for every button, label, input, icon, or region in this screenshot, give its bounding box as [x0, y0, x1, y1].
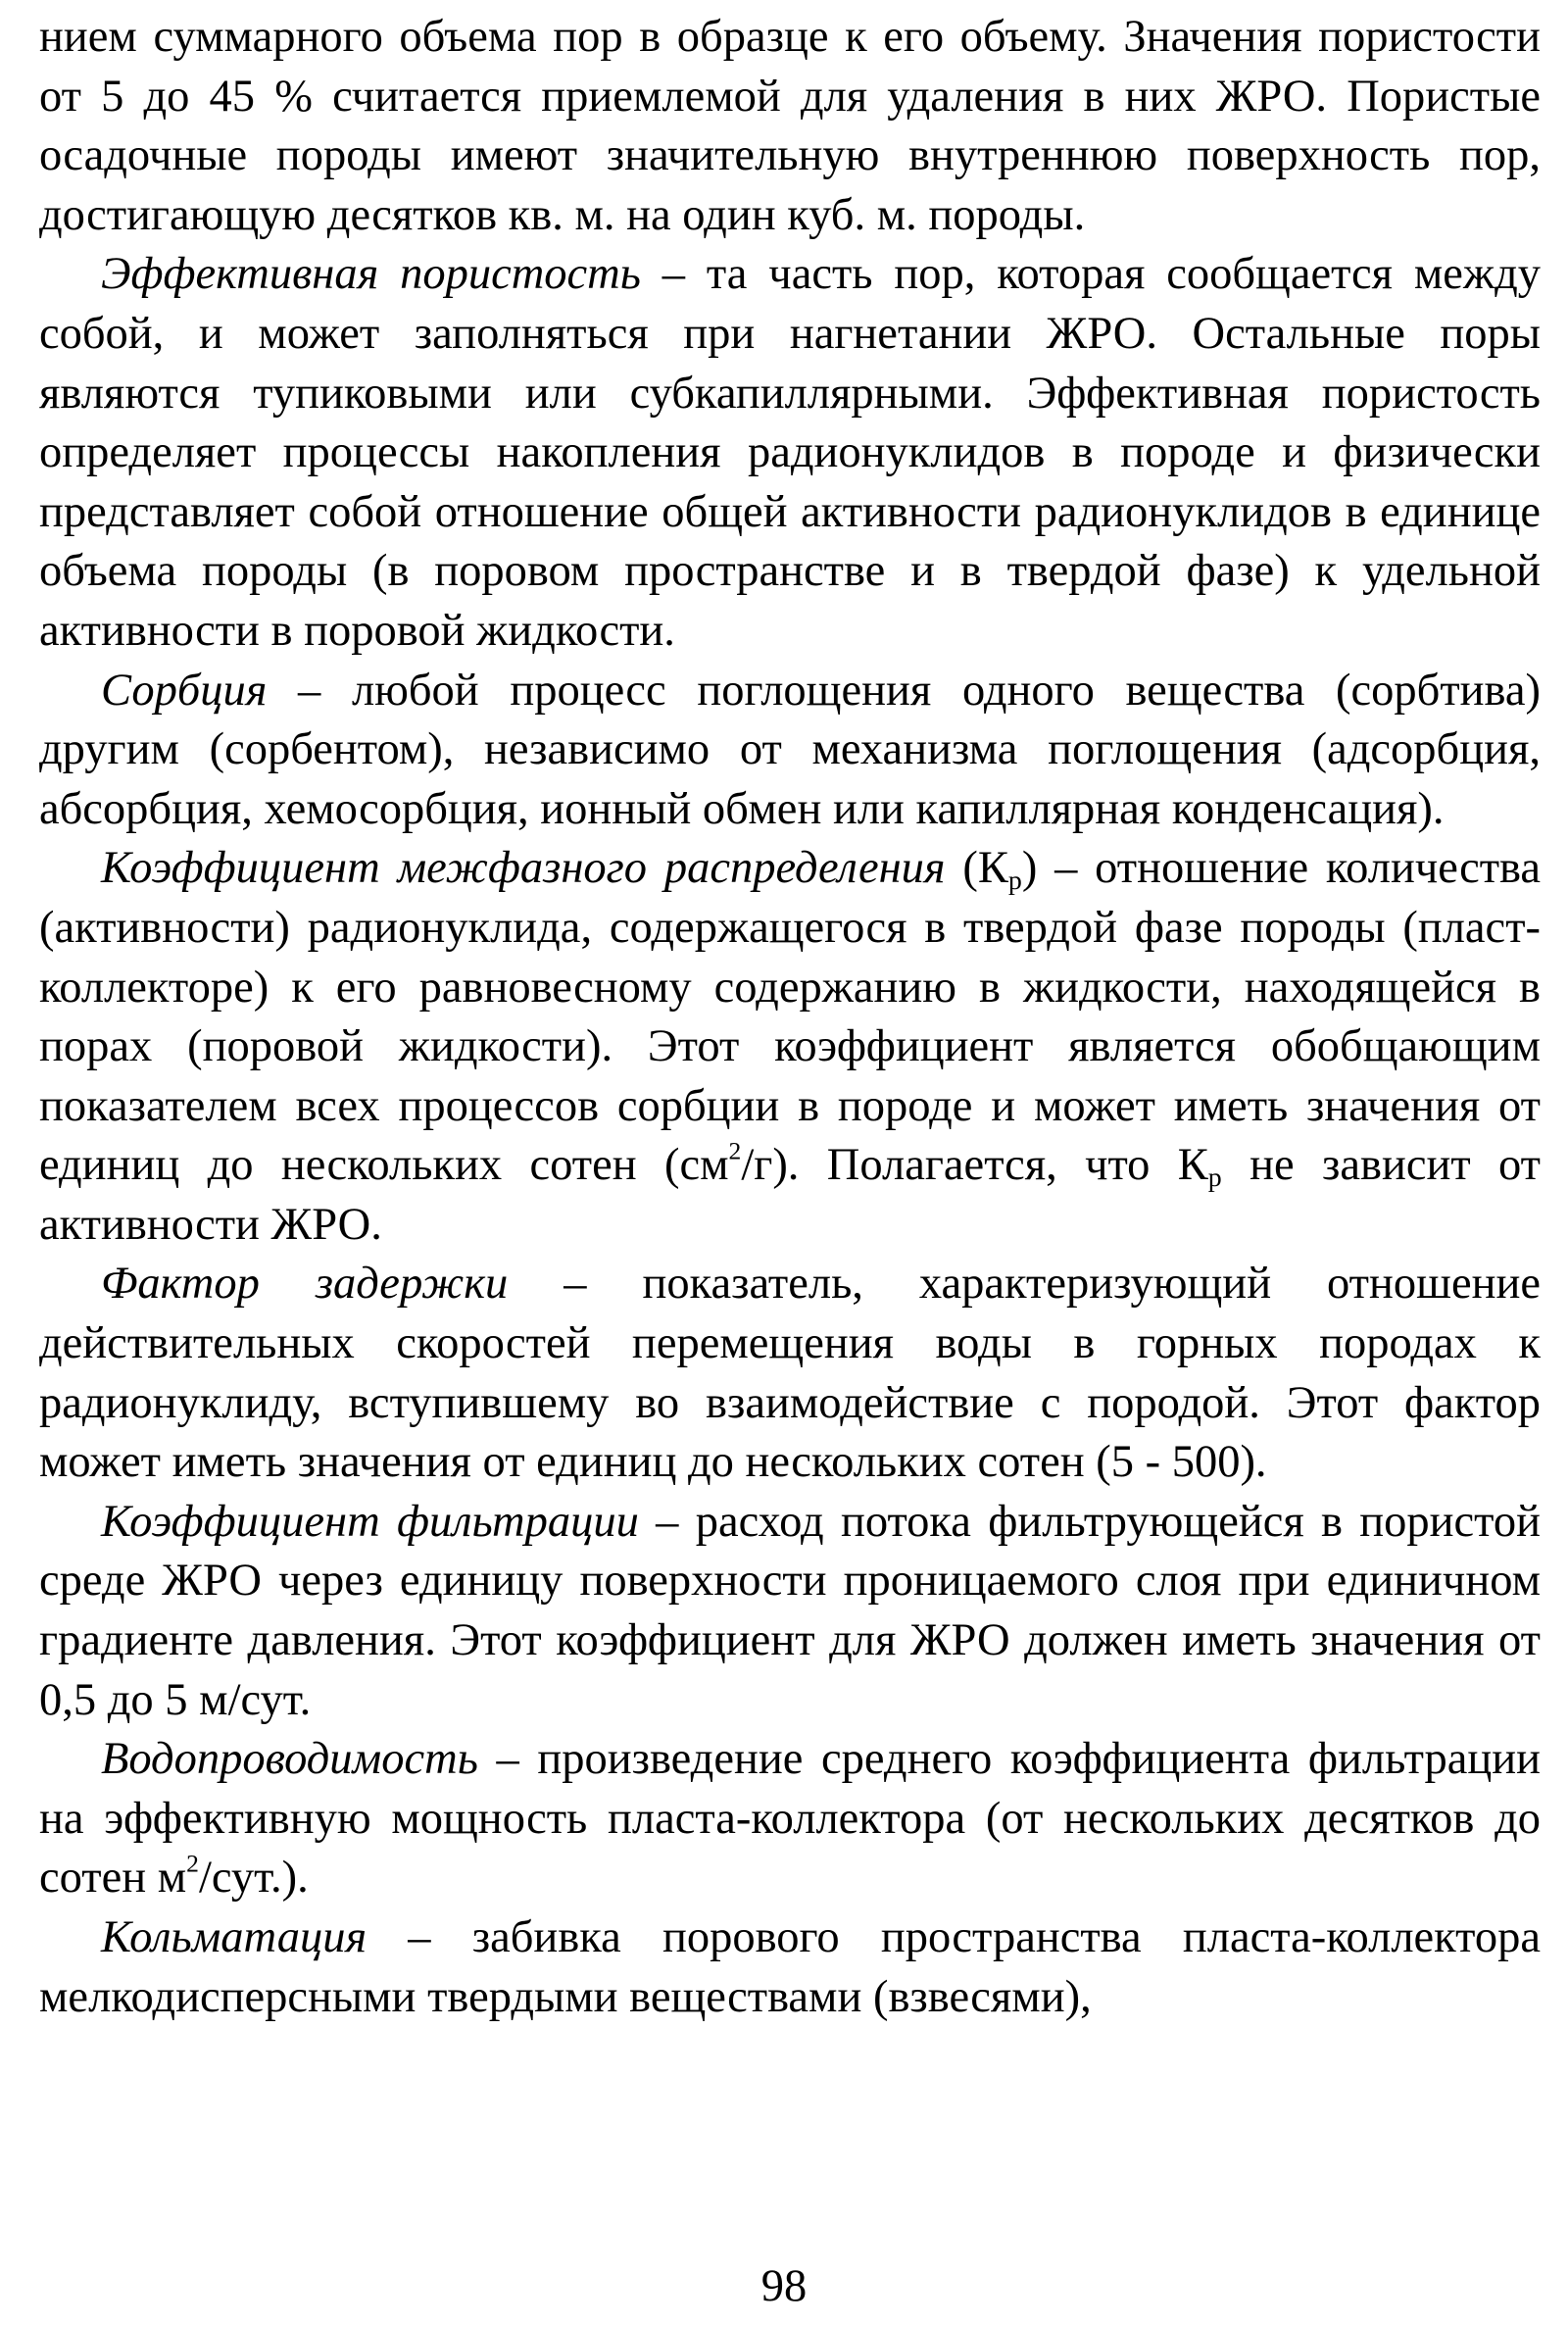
subscript: р — [1007, 866, 1022, 897]
paragraph-text: ) – отношение количества (активности) радионуклида, содержащегося в твердой фазе породы (пласт-коллекторе) к его равновесному содержанию в жидкости, находящейся в порах (поровой жидкости). Этот коэффициент является обобщающим показателем всех процессов сорбции в породе и может иметь значения от единиц до нескольких сотен (см — [39, 843, 1542, 1191]
subscript: р — [1207, 1163, 1222, 1194]
term-filtration-coefficient: Коэффициент фильтрации — [101, 1496, 639, 1547]
paragraph-filtration-coefficient — [39, 1493, 1541, 1730]
superscript: 2 — [186, 1849, 199, 1878]
page-number: 98 — [760, 2261, 808, 2311]
paragraph-sorption — [39, 662, 1541, 840]
page-body — [39, 8, 1541, 2027]
paragraph-text: /сут.). — [198, 1853, 309, 1904]
superscript: 2 — [728, 1136, 742, 1165]
paragraph-text: – показатель, характеризующий отношение действительных скоростей перемещения воды в горных породах к радионуклиду, вступившему во взаимодействие с породой. Этот фактор может иметь значения от единиц до нескольких сотен (5 - 500). — [39, 1259, 1541, 1488]
term-retardation-factor: Фактор задержки — [101, 1259, 509, 1310]
term-colmatation: Кольматация — [101, 1912, 368, 1962]
paragraph-text: – расход потока фильтрующейся в пористой среде ЖРО через единицу поверхности проницаемого слоя при единичном градиенте давления. Этот коэффициент для ЖРО должен иметь значения от 0,5 до 5 м/сут. — [39, 1496, 1542, 1725]
paragraph-colmatation — [39, 1908, 1541, 2027]
term-sorption: Сорбция — [101, 665, 268, 716]
paragraph-text: – забивка порового пространства пласта-коллектора мелкодисперсными твердыми веществами (взвесями), — [39, 1912, 1541, 2022]
paragraph-transmissivity — [39, 1730, 1541, 1908]
paragraph-text: не зависит от активности ЖРО. — [39, 1140, 1541, 1250]
term-transmissivity: Водопроводимость — [101, 1734, 478, 1785]
paragraph-effective-porosity — [39, 245, 1541, 661]
paragraph-text: (К — [945, 843, 1008, 894]
paragraph-distribution-coefficient — [39, 839, 1541, 1255]
paragraph-text: нием суммарного объема пор в образце к его объему. Значения пористости от 5 до 45 % считается приемлемой для удаления в них ЖРО. Пористые осадочные породы имеют значительную внутреннюю поверхность пор, достигающую десятков кв. м. на один куб. м. породы. — [39, 12, 1541, 240]
paragraph-porosity-continuation — [39, 8, 1541, 245]
term-distribution-coefficient: Коэффициент межфазного распределения — [101, 843, 946, 894]
term-effective-porosity: Эффективная пористость — [101, 249, 641, 300]
paragraph-text: – произведение среднего коэффициента фильтрации на эффективную мощность пласта-коллектора (от нескольких десятков до сотен м — [39, 1734, 1541, 1904]
paragraph-retardation-factor — [39, 1255, 1541, 1492]
paragraph-text: /г). Полагается, что К — [741, 1140, 1208, 1191]
paragraph-text: – та часть пор, которая сообщается между собой, и может заполняться при нагнетании ЖРО. Остальные поры являются тупиковыми или субкапиллярными. Эффективная пористость определяет процессы накопления радионуклидов в породе и физически представляет собой отношение общей активности радионуклидов в единице объема породы (в поровом пространстве и в твердой фазе) к удельной активности в поровой жидкости. — [39, 249, 1541, 656]
paragraph-text: – любой процесс поглощения одного вещества (сорбтива) другим (сорбентом), независимо от механизма поглощения (адсорбция, абсорбция, хемосорбция, ионный обмен или капиллярная конденсация). — [39, 665, 1541, 834]
